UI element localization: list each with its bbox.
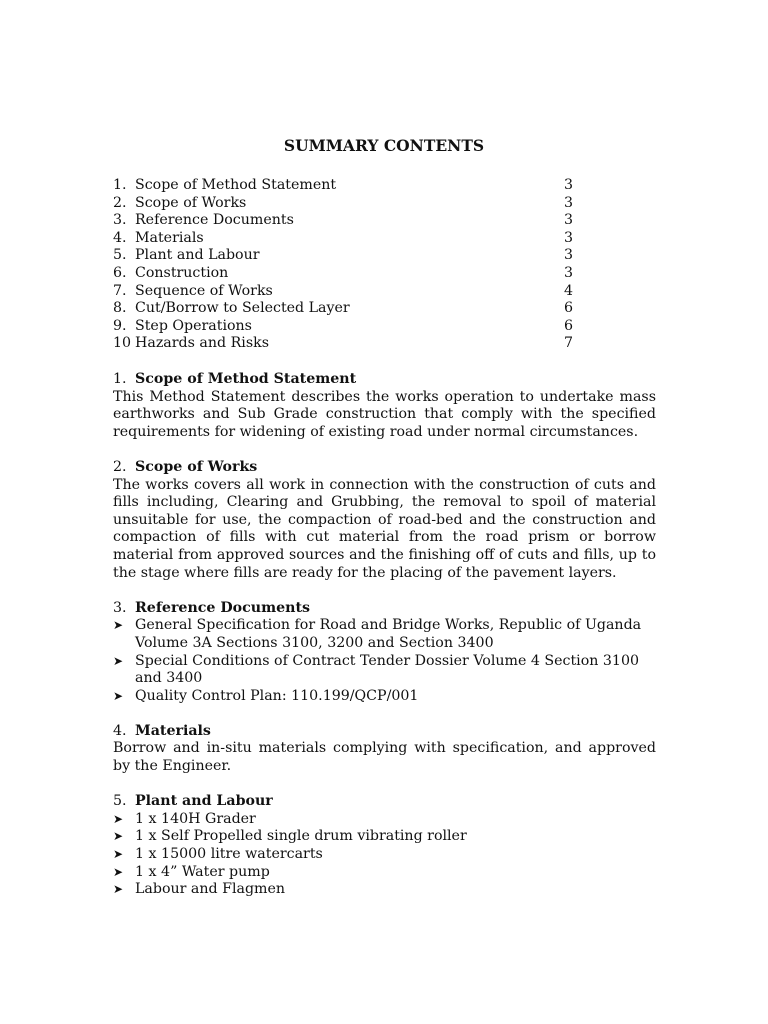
toc-title: Cut/Borrow to Selected Layer bbox=[135, 300, 350, 317]
list-item bbox=[113, 811, 656, 829]
page-title: SUMMARY CONTENTS bbox=[283, 136, 485, 155]
list-item bbox=[113, 881, 656, 899]
section-scope-of-works bbox=[113, 459, 656, 582]
arrow-bullet-icon: ➤ bbox=[113, 847, 124, 862]
arrow-bullet-icon: ➤ bbox=[113, 829, 124, 844]
section-heading-text: Materials bbox=[135, 722, 211, 739]
arrow-bullet-icon: ➤ bbox=[113, 618, 124, 633]
toc-title: Step Operations bbox=[135, 317, 252, 334]
section-heading bbox=[113, 723, 656, 741]
toc-number: 1. bbox=[113, 177, 127, 193]
section-plant-and-labour bbox=[113, 793, 656, 899]
arrow-bullet-icon: ➤ bbox=[113, 864, 124, 879]
toc-number: 10 bbox=[113, 335, 132, 352]
section-heading bbox=[113, 600, 656, 618]
toc-page-number: 3 bbox=[564, 212, 574, 229]
list-item-text: Labour and Flagmen bbox=[135, 881, 286, 898]
section-scope-of-method-statement bbox=[113, 371, 656, 441]
section-heading bbox=[113, 793, 656, 811]
toc-page-number: 3 bbox=[564, 229, 574, 246]
list-item bbox=[113, 846, 656, 864]
toc-page-number: 4 bbox=[564, 282, 574, 299]
toc-title: Scope of Method Statement bbox=[135, 177, 337, 193]
toc-number: 5. bbox=[113, 247, 127, 264]
arrow-bullet-icon: ➤ bbox=[113, 882, 124, 897]
table-of-contents bbox=[113, 177, 583, 353]
toc-row bbox=[113, 335, 583, 353]
toc-page-number: 6 bbox=[564, 300, 574, 317]
bullet-list bbox=[113, 617, 656, 705]
toc-number: 7. bbox=[113, 282, 127, 299]
list-item-text: General Specification for Road and Bridge Works, Republic of Uganda Volume 3A Sections 3100, 3200 and Section 3400 bbox=[135, 617, 642, 651]
toc-row bbox=[113, 265, 583, 283]
section-number: 1. bbox=[113, 371, 127, 387]
toc-title: Construction bbox=[135, 264, 229, 281]
section-paragraph: Borrow and in-situ materials complying with specification, and approved by the Engineer. bbox=[113, 740, 656, 775]
section-number: 5. bbox=[113, 793, 127, 810]
toc-row bbox=[113, 300, 583, 318]
section-paragraph: This Method Statement describes the works operation to undertake mass earthworks and Sub Grade construction that comply with the specified requirements for widening of existing road under normal circumstances. bbox=[113, 388, 656, 440]
toc-row bbox=[113, 247, 583, 265]
list-item-text: 1 x 4” Water pump bbox=[135, 863, 270, 880]
toc-page-number: 6 bbox=[564, 317, 574, 334]
section-heading-text: Scope of Works bbox=[135, 458, 258, 475]
list-item bbox=[113, 688, 656, 706]
section-heading-text: Reference Documents bbox=[135, 599, 310, 616]
toc-number: 2. bbox=[113, 194, 127, 211]
section-paragraph: The works covers all work in connection with the construction of cuts and fills including, Clearing and Grubbing, the removal to spoil of material unsuitable for use, the compaction of road-bed and the construction and compaction of fills with cut material from the road prism or borrow material from approved sources and the finishing off of cuts and fills, up to the stage where fills are ready for the placing of the pavement layers. bbox=[113, 476, 656, 581]
toc-number: 3. bbox=[113, 212, 127, 229]
section-reference-documents bbox=[113, 600, 656, 706]
list-item-text: 1 x Self Propelled single drum vibrating roller bbox=[135, 828, 467, 845]
toc-row bbox=[113, 318, 583, 336]
toc-row bbox=[113, 283, 583, 301]
toc-number: 4. bbox=[113, 229, 127, 246]
section-heading bbox=[113, 459, 656, 477]
section-heading-text: Scope of Method Statement bbox=[135, 371, 357, 387]
list-item-text: 1 x 140H Grader bbox=[135, 810, 256, 827]
toc-page-number: 7 bbox=[564, 335, 574, 352]
toc-title: Scope of Works bbox=[135, 194, 247, 211]
list-item bbox=[113, 617, 656, 652]
list-item-text: Quality Control Plan: 110.199/QCP/001 bbox=[135, 687, 419, 704]
toc-page-number: 3 bbox=[564, 177, 574, 193]
toc-row bbox=[113, 195, 583, 213]
toc-page-number: 3 bbox=[564, 247, 574, 264]
toc-number: 6. bbox=[113, 264, 127, 281]
list-item bbox=[113, 653, 656, 688]
toc-number: 8. bbox=[113, 300, 127, 317]
list-item bbox=[113, 828, 656, 846]
toc-title: Hazards and Risks bbox=[135, 335, 269, 352]
toc-page-number: 3 bbox=[564, 264, 574, 281]
toc-row bbox=[113, 230, 583, 248]
section-number: 3. bbox=[113, 599, 127, 616]
toc-title: Plant and Labour bbox=[135, 247, 260, 264]
toc-page-number: 3 bbox=[564, 194, 574, 211]
toc-row bbox=[113, 212, 583, 230]
arrow-bullet-icon: ➤ bbox=[113, 653, 124, 668]
list-item-text: Special Conditions of Contract Tender Dossier Volume 4 Section 3100 and 3400 bbox=[135, 652, 640, 687]
toc-title: Sequence of Works bbox=[135, 282, 273, 299]
document-body bbox=[113, 371, 656, 916]
toc-title: Materials bbox=[135, 229, 204, 246]
toc-number: 9. bbox=[113, 317, 127, 334]
list-item-text: 1 x 15000 litre watercarts bbox=[135, 846, 323, 863]
toc-row bbox=[113, 177, 583, 195]
bullet-list bbox=[113, 811, 656, 899]
section-heading bbox=[113, 371, 656, 389]
section-number: 4. bbox=[113, 722, 127, 739]
section-number: 2. bbox=[113, 458, 127, 475]
list-item bbox=[113, 864, 656, 882]
arrow-bullet-icon: ➤ bbox=[113, 688, 124, 703]
arrow-bullet-icon: ➤ bbox=[113, 811, 124, 826]
section-heading-text: Plant and Labour bbox=[135, 793, 273, 810]
toc-title: Reference Documents bbox=[135, 212, 294, 229]
section-materials bbox=[113, 723, 656, 776]
